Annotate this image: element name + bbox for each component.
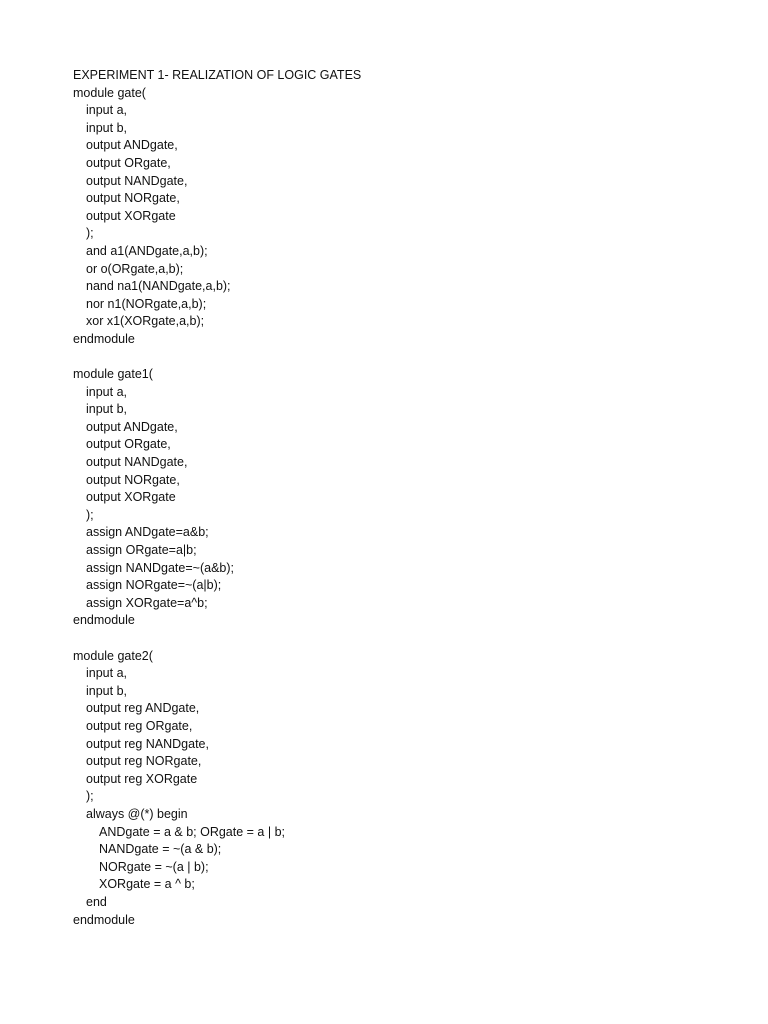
code-line: always @(*) begin	[86, 806, 188, 821]
blank-line	[73, 349, 713, 367]
code-line: assign NORgate=~(a|b);	[86, 578, 222, 593]
code-line: output reg XORgate	[86, 771, 198, 786]
code-line: output ANDgate,	[86, 419, 178, 434]
code-line: assign NANDgate=~(a&b);	[86, 560, 234, 575]
code-line: and a1(ANDgate,a,b);	[86, 243, 208, 258]
code-line: output reg NANDgate,	[86, 736, 209, 751]
code-line: end	[86, 894, 107, 909]
code-line: NANDgate = ~(a & b);	[99, 842, 222, 857]
code-line: output NANDgate,	[86, 173, 188, 188]
code-line: output NORgate,	[86, 191, 180, 206]
code-block-gate1	[73, 366, 713, 630]
code-line: nand na1(NANDgate,a,b);	[86, 279, 231, 294]
code-line: endmodule	[73, 912, 135, 927]
code-line: );	[86, 226, 94, 241]
code-line: XORgate = a ^ b;	[99, 877, 195, 892]
code-line: input a,	[86, 666, 128, 681]
code-block-gate2	[73, 648, 713, 930]
code-line: );	[86, 789, 94, 804]
code-line: endmodule	[73, 613, 135, 628]
code-line: module gate(	[73, 85, 146, 100]
code-line: output NORgate,	[86, 472, 180, 487]
code-line: input a,	[86, 384, 128, 399]
code-line: assign ORgate=a|b;	[86, 543, 197, 558]
document-body	[73, 67, 713, 929]
code-line: output XORgate	[86, 490, 176, 505]
code-line: assign ANDgate=a&b;	[86, 525, 209, 540]
code-line: module gate2(	[73, 648, 153, 663]
code-line: output ORgate,	[86, 437, 171, 452]
document-title: EXPERIMENT 1- REALIZATION OF LOGIC GATES	[73, 68, 362, 82]
code-line: input b,	[86, 120, 128, 135]
code-line: xor x1(XORgate,a,b);	[86, 314, 205, 329]
code-line: output reg ANDgate,	[86, 701, 200, 716]
code-line: module gate1(	[73, 367, 153, 382]
code-line: assign XORgate=a^b;	[86, 595, 208, 610]
code-line: output XORgate	[86, 208, 176, 223]
code-line: input b,	[86, 683, 128, 698]
code-line: endmodule	[73, 331, 135, 346]
code-line: output NANDgate,	[86, 455, 188, 470]
code-line: output ANDgate,	[86, 138, 178, 153]
code-line: input a,	[86, 103, 128, 118]
code-line: );	[86, 507, 94, 522]
code-line: ANDgate = a & b; ORgate = a | b;	[99, 824, 285, 839]
code-line: output reg ORgate,	[86, 718, 193, 733]
code-line: output reg NORgate,	[86, 754, 202, 769]
code-line: output ORgate,	[86, 155, 171, 170]
code-block-gate	[73, 85, 713, 349]
code-line: input b,	[86, 402, 128, 417]
blank-line	[73, 630, 713, 648]
code-line: or o(ORgate,a,b);	[86, 261, 184, 276]
code-line: NORgate = ~(a | b);	[99, 859, 209, 874]
code-line: nor n1(NORgate,a,b);	[86, 296, 207, 311]
